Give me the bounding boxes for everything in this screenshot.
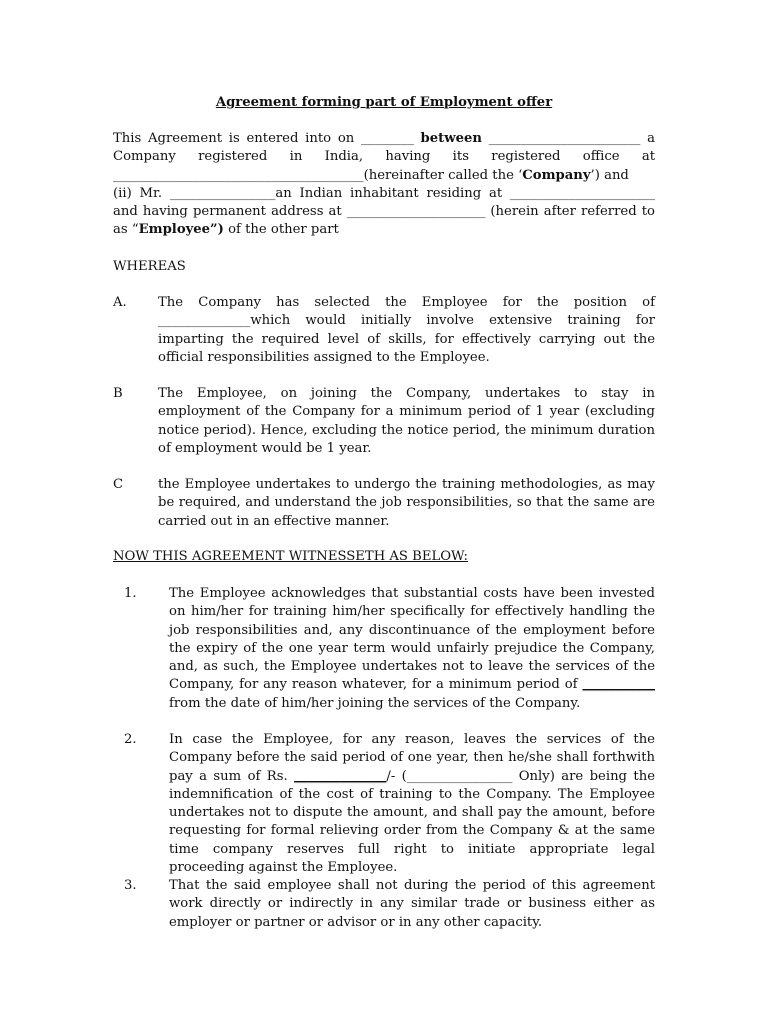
agreement-item-3 xyxy=(113,877,655,932)
clause-letter: B xyxy=(113,386,123,401)
item-number: 2. xyxy=(124,732,137,747)
intro-text-4: (ii) Mr. ________________an Indian inhabitant residing at ______________________ and having permanent address at _____________________ (herein after referred to as “ xyxy=(113,185,655,238)
intro-employee: Employee”) xyxy=(138,222,224,238)
document-title: Agreement forming part of Employment offer xyxy=(215,95,553,110)
item-text-pre: That the said employee shall not during the period of this agreement work directly or indirectly in any similar trade or business either as employer or partner or advisor or in any other capacity. xyxy=(169,878,655,930)
clause-letter: A. xyxy=(113,295,127,310)
item-text xyxy=(169,585,655,713)
item-number: 1. xyxy=(124,586,137,601)
clause-text: The Company has selected the Employee for the position of ______________which would initially involve extensive training for imparting the required level of skills, for effectively carrying out the official responsibilities assigned to the Employee. xyxy=(158,295,655,365)
witnesseth-heading: NOW THIS AGREEMENT WITNESSETH AS BELOW: xyxy=(113,549,468,564)
item-text-post: from the date of him/her joining the services of the Company. xyxy=(169,695,581,711)
agreement-item-1 xyxy=(113,585,655,713)
item-text xyxy=(169,877,655,932)
intro-text-1: This Agreement is entered into on ________ xyxy=(113,131,421,146)
recital-clause-a xyxy=(113,294,655,367)
recital-clause-b xyxy=(113,385,655,458)
clause-text: The Employee, on joining the Company, undertakes to stay in employment of the Company for a minimum period of 1 year (excluding notice period). Hence, excluding the notice period, the minimum duration of employment would be 1 year. xyxy=(158,386,655,456)
agreement-item-2 xyxy=(113,731,655,877)
recital-clause-c xyxy=(113,476,655,531)
item-number: 3. xyxy=(124,878,137,893)
intro-between: between xyxy=(420,131,482,146)
whereas-heading: WHEREAS xyxy=(113,259,186,274)
item-text-pre: In case the Employee, for any reason, leaves the services of the Company before the said period of one year, then he/she shall forthwith pay a sum of Rs. xyxy=(169,732,655,784)
intro-text-2: _______________________ a Company registered in India, having its registered office at ______________________________________(hereinafter called the ‘ xyxy=(113,131,655,183)
intro-company: Company xyxy=(522,167,591,183)
clause-letter: C xyxy=(113,477,124,492)
item-blank: ___________ xyxy=(582,677,655,693)
clause-text: the Employee undertakes to undergo the training methodologies, as may be required, and understand the job responsibilities, so that the same are carried out in an effective manner. xyxy=(158,477,655,529)
item-text-post: /- (________________ Only) are being the indemnification of the cost of training to the Company. The Employee undertakes not to dispute the amount, and shall pay the amount, before requesting for formal relieving order from the Company & at the same time company reserves full right to initiate appropriate legal proceeding against the Employee. xyxy=(169,768,655,876)
item-text-pre: The Employee acknowledges that substantial costs have been invested on him/her for training him/her specifically for effectively handling the job responsibilities and, any discontinuance of the employment before the expiry of the one year term would unfairly prejudice the Company, and, as such, the Employee undertakes not to leave the services of the Company, for any reason whatever, for a minimum period of xyxy=(169,586,655,693)
item-blank: ______________ xyxy=(294,768,387,784)
intro-paragraph xyxy=(113,130,655,240)
intro-text-5: of the other part xyxy=(223,222,339,238)
intro-text-3: ’) and xyxy=(590,167,629,183)
item-text xyxy=(169,731,655,877)
